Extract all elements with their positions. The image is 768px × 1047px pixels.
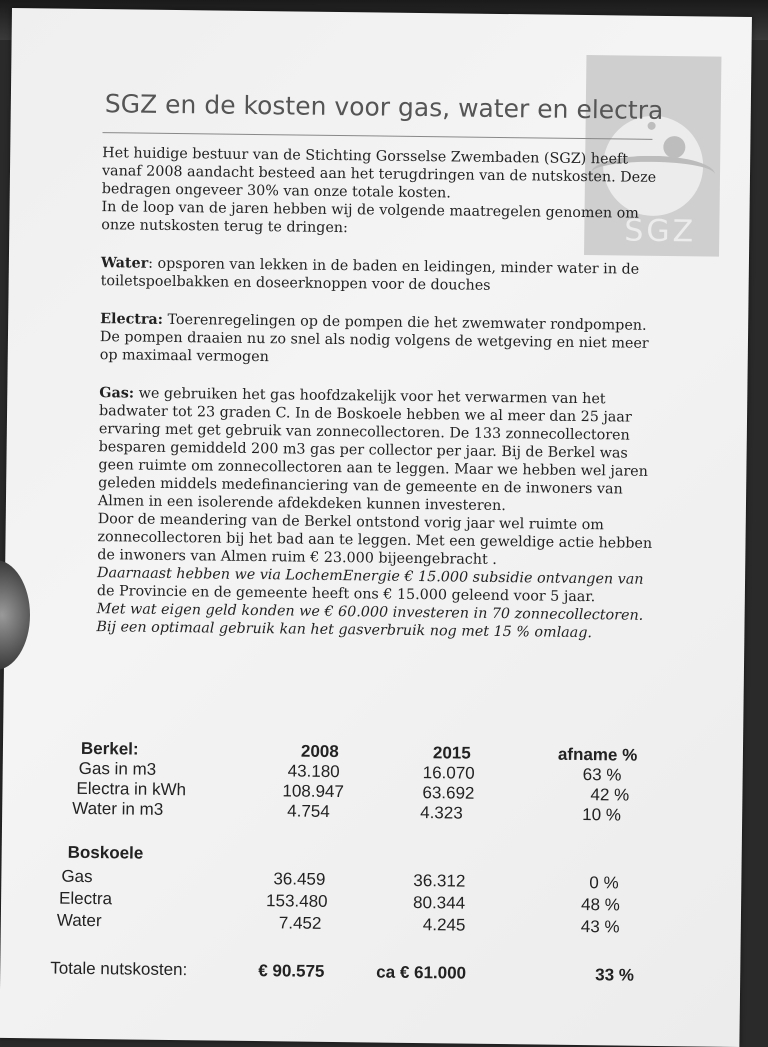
gas-line: ervaring met get gebruik van zonnecollectoren. De 133 zonnecollectoren [98,421,630,444]
gas-line: we gebruiken het gas hoofdzakelijk voor het verwarmen van het [134,385,606,408]
title-underline [102,132,652,140]
electra-label: Electra: [100,311,164,328]
row-change: 63 % [582,765,622,785]
row-change: 0 % [589,873,619,893]
gas-line: de Provincie en de gemeente heeft ons € 15.000 geleend voor 5 jaar. [96,583,596,606]
row-label: Water in m3 [72,798,164,819]
row-value-2015: 4.323 [420,803,463,823]
costs-table [43,738,683,985]
total-2015: ca € 61.000 [376,962,467,983]
gas-line: Bij een optimaal gebruik kan het gasverbruik nog met 15 % omlaag. [96,619,593,642]
intro-line: bedragen ongeveer 30% van onze totale kosten. [101,181,451,202]
row-change: 43 % [580,917,620,937]
gas-line: geen ruimte om zonnecollectoren aan te leggen. Maar we hebben wel jaren [98,457,648,480]
total-2008: € 90.575 [258,961,325,981]
row-label: Electra in kWh [76,778,187,800]
water-line: toiletspoelbakken en doseerknoppen voor de douches [100,273,491,294]
electra-paragraph [100,310,661,371]
row-label: Gas in m3 [78,758,157,779]
gas-line: besparen gemiddeld 200 m3 gas per collector per jaar. Bij de Berkel was [98,439,628,462]
electra-line: op maximaal vermogen [99,347,269,366]
row-change: 10 % [582,805,622,825]
body-text [96,144,662,643]
gas-line: Almen in een isolerende afdekdeken kunnen investeren. [97,493,506,515]
logo-text: SGZ [624,213,697,250]
intro-line: onze nutskosten terug te dringen: [101,217,348,237]
intro-paragraph [101,144,662,241]
row-value-2008: 153.480 [265,891,328,911]
row-value-2008: 36.459 [273,869,326,889]
water-paragraph [101,254,661,297]
header-2008: 2008 [300,741,339,762]
intro-line: vanaf 2008 aandacht besteed aan het terugdringen van de nutskosten. Deze [101,163,657,186]
water-label: Water [100,255,149,272]
gas-line: Daarnaast hebben we via LochemEnergie € 15.000 subsidie ontvangen van [97,565,644,588]
row-value-2008: 7.452 [278,913,322,933]
row-value-2015: 16.070 [422,763,475,783]
header-change: afname % [557,744,638,765]
gas-line: badwater tot 23 graden C. In de Boskoele hebben we al meer dan 25 jaar [98,403,632,426]
row-label: Gas [61,866,93,887]
gas-line: geleden middels medefinanciering van de gemeente en de inwoners van [98,475,623,498]
row-value-2015: 4.245 [422,915,466,935]
gas-label: Gas: [99,385,135,402]
row-value-2008: 4.754 [287,801,330,821]
berkel-heading: Berkel: [80,738,139,759]
water-line: : opsporen van lekken in de baden en leidingen, minder water in de [148,255,640,278]
gas-line: Met wat eigen geld konden we € 60.000 investeren in 70 zonnecollectoren. [96,601,644,624]
document-page [0,8,752,1047]
electra-line: De pompen draaien nu zo snel als nodig volgens de wetgeving en niet meer [99,329,649,352]
row-value-2008: 108.947 [282,781,345,802]
row-change: 48 % [580,895,620,915]
gas-paragraph [96,384,659,643]
row-value-2008: 43.180 [287,761,340,782]
gas-line: Door de meandering van de Berkel ontstond vorig jaar wel ruimte om [97,511,604,534]
gas-line: zonnecollectoren bij het bad aan te leggen. Met een geweldige actie hebben [97,529,653,552]
row-value-2015: 63.692 [422,783,475,803]
page-title: SGZ en de kosten voor gas, water en electra [104,89,664,125]
row-label: Water [56,910,102,931]
electra-line: Toerenregelingen op de pompen die het zwemwater rondpompen. [162,311,647,334]
logo-dot-icon [663,136,685,158]
boskoele-heading: Boskoele [67,842,144,863]
row-value-2015: 80.344 [412,892,466,913]
gas-line: de inwoners van Almen ruim € 23.000 bijeengebracht . [97,547,497,568]
intro-line: Het huidige bestuur van de Stichting Gorsselse Zwembaden (SGZ) heeft [102,145,629,168]
total-label: Totale nutskosten: [50,958,188,980]
row-value-2015: 36.312 [413,870,466,891]
row-change: 42 % [590,785,630,805]
intro-line: In de loop van de jaren hebben wij de volgende maatregelen genomen om [101,199,639,222]
total-change: 33 % [595,965,635,985]
row-label: Electra [59,888,113,909]
header-2015: 2015 [432,743,471,763]
